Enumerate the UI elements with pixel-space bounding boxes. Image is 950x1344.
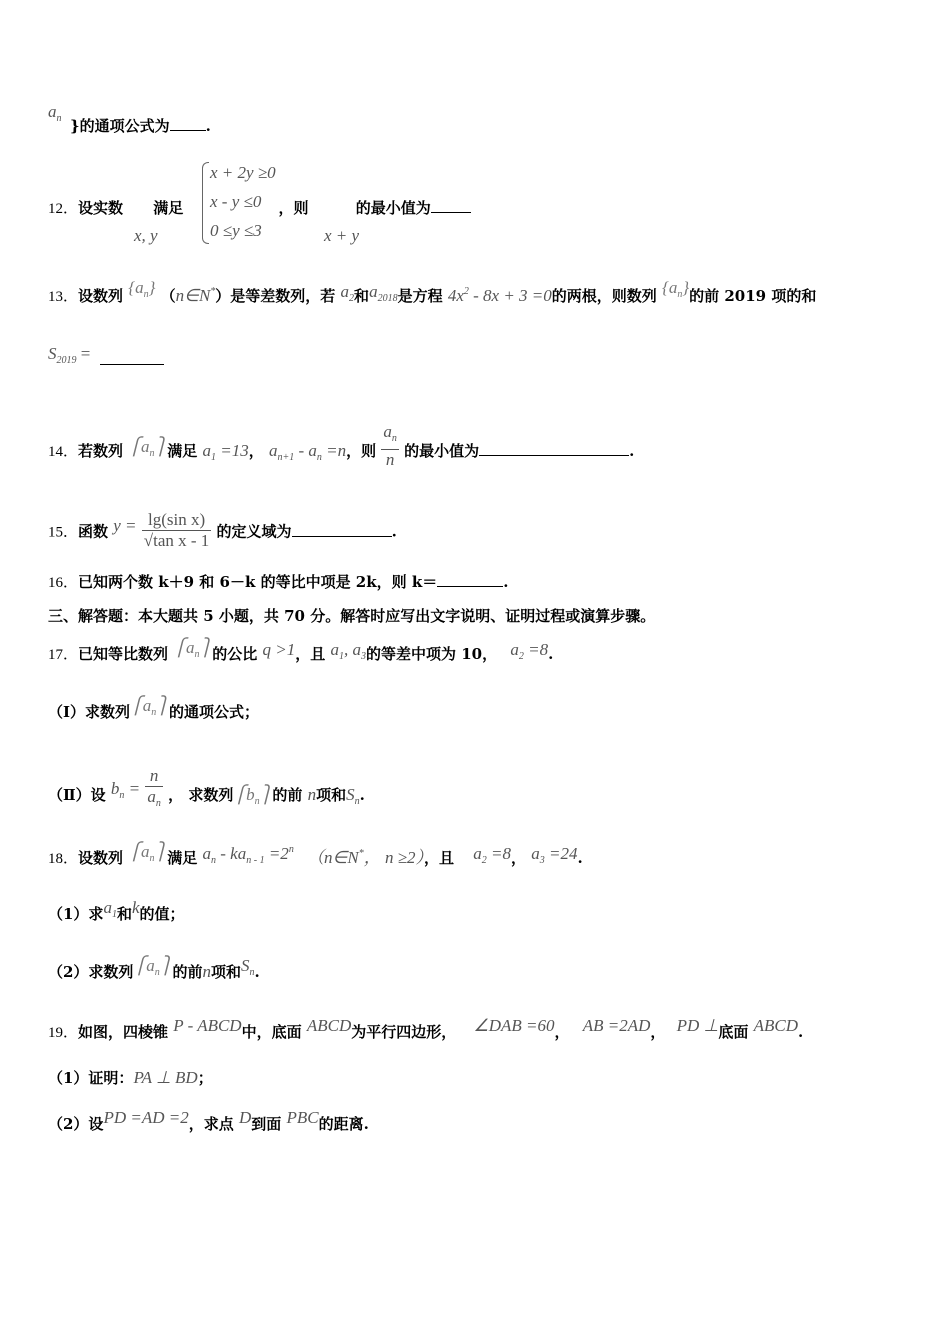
- q19-part1: （1）证明：PA ⊥ BD；: [48, 1068, 213, 1087]
- q17-part1: （Ⅰ）求数列$⎧a_n⎫$的通项公式；: [48, 696, 260, 721]
- answer-blank[interactable]: [100, 350, 164, 365]
- question-15: 15．函数 y = $\frac{\text{lg(sin x)}}{\text{√tan x - 1}}$ 的定义域为 .: [48, 510, 397, 550]
- q12-system: x + 2y ≥0 x - y ≤0 0 ≤y ≤3: [210, 163, 276, 240]
- section-3-title: 三、解答题：本大题共 5 小题，共 70 分。解答时应写出文字说明、证明过程或演算步骤。: [48, 607, 656, 625]
- question-18: 18．设数列 $⎧a_n⎫$满足 $a_n - ka_{n - 1} =2^n$ （n∈N*， n ≥2），且 $a_2 =8$， $a_3 =24$.: [48, 842, 583, 867]
- q19-part2: （2）设PD =AD =2，求点 D到面 PBC的距离.: [48, 1108, 369, 1133]
- q18-part2: （2）求数列$⎧a_n⎫$的前n项和$S_n$.: [48, 956, 260, 981]
- question-17: 17．已知等比数列 $⎧a_n⎫$的公比 q >1，且 $a_1$, $a_3$的等差中项为 10， $a_2 =8$.: [48, 638, 554, 663]
- q12-brace: [202, 162, 209, 244]
- question-19: 19．如图，四棱锥 P - ABCD中，底面 ABCD为平行四边形， ∠DAB =60， AB =2AD， PD ⊥底面 ABCD.: [48, 1016, 804, 1041]
- answer-blank[interactable]: [292, 522, 392, 537]
- question-13: 13．设数列 $\{a_n\}$ （n∈N*）是等差数列，若 $a_2$和$a_{2018}$是方程 $4x^2 - 8x + 3 =0$的两根，则数列 $\{a_n\}$的前 2019 项的和: [48, 278, 817, 305]
- q11-an: $a_n$: [48, 102, 62, 124]
- q17-part2: （Ⅱ）设 $b_n$ = $\frac{n}{a_n}$ ， 求数列$⎧b_n⎫$的前 n项和$S_n$.: [48, 766, 365, 809]
- question-12: 12．设实数 满足 ，则 的最小值为: [48, 198, 471, 219]
- question-16: 16．已知两个数 k＋9 和 6－k 的等比中项是 2k，则 k＝ .: [48, 573, 509, 591]
- answer-blank[interactable]: [170, 116, 206, 131]
- q18-part1: （1）求$a_1$和k的值；: [48, 898, 185, 923]
- answer-blank[interactable]: [479, 441, 629, 456]
- answer-blank[interactable]: [431, 198, 471, 213]
- q11-tail: $a_n$ }的通项公式为 .: [48, 102, 211, 135]
- question-14: 14．若数列 $⎧a_n⎫$满足 $a_1 =13$， $a_{n+1} - a_n =n$，则 $\frac{a_n}{n}$ 的最小值为 .: [48, 422, 635, 469]
- q13-sum: $S_{2019}$ =: [48, 350, 164, 377]
- q12-vars: x, y: [134, 226, 158, 245]
- q12-target: x + y: [324, 226, 360, 245]
- answer-blank[interactable]: [437, 572, 503, 587]
